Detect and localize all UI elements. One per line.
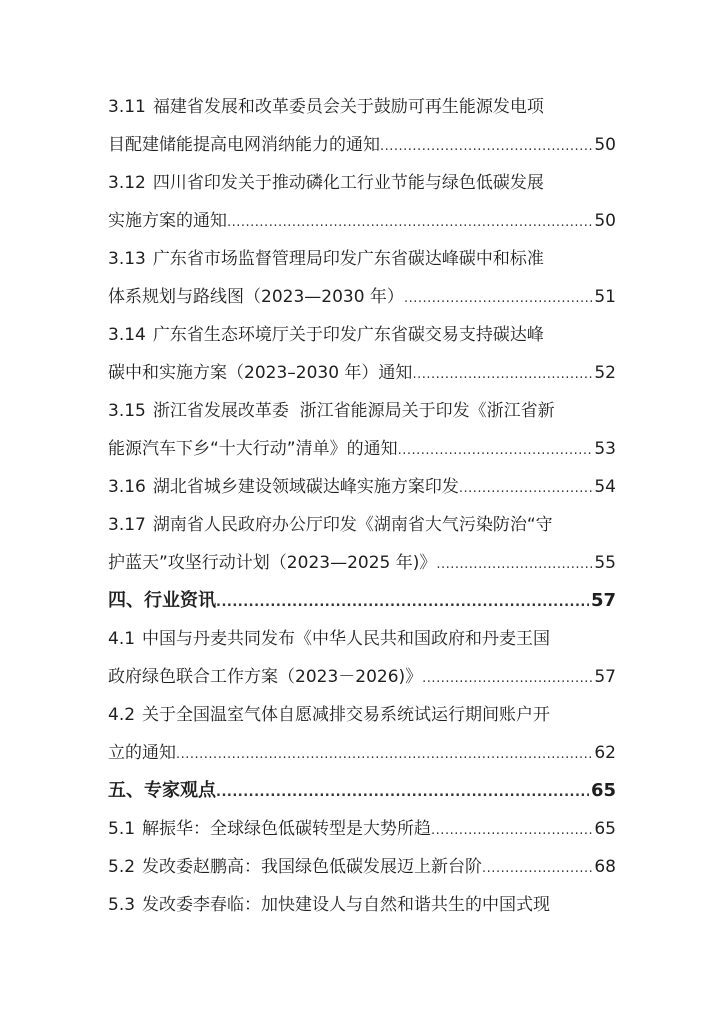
toc-entry-title: 福建省发展和改革委员会关于鼓励可再生能源发电项 xyxy=(152,97,544,117)
toc-entry-3-13-line2[interactable] xyxy=(108,282,616,312)
toc-page-number: 53 xyxy=(594,439,616,459)
toc-entry-title-cont: 能源汽车下乡“十大行动”清单》的通知 xyxy=(108,439,398,459)
toc-page-number: 54 xyxy=(594,477,616,497)
toc-entry-title: 浙江省发展改革委 浙江省能源局关于印发《浙江省新 xyxy=(152,401,555,421)
toc-section-title: 四、行业资讯 xyxy=(108,590,216,611)
toc-entry-title: 中国与丹麦共同发布《中华人民共和国政府和丹麦王国 xyxy=(142,629,551,649)
toc-entry-3-17-line1[interactable] xyxy=(108,510,616,540)
toc-page-number: 55 xyxy=(594,553,616,573)
toc-entry-4-2-line2[interactable] xyxy=(108,738,616,768)
toc-entry-title: 湖北省城乡建设领域碳达峰实施方案印发 xyxy=(152,477,459,497)
toc-page-number: 57 xyxy=(590,590,616,611)
toc-entry-4-1-line1[interactable] xyxy=(108,624,616,654)
toc-entry-number: 4.1 xyxy=(108,629,136,649)
toc-page-number: 50 xyxy=(594,211,616,231)
toc-entry-title-cont: 立的通知 xyxy=(108,743,176,763)
toc-entry-title-cont: 实施方案的通知 xyxy=(108,211,227,231)
toc-entry-3-11-line1[interactable] xyxy=(108,92,616,122)
toc-entry-number: 3.17 xyxy=(108,515,146,535)
toc-entry-number: 3.13 xyxy=(108,249,146,269)
toc-page-number: 57 xyxy=(594,667,616,687)
toc-entry-number: 5.2 xyxy=(108,857,136,877)
toc-page-number: 65 xyxy=(590,780,616,801)
toc-entry-number: 5.3 xyxy=(108,895,136,915)
toc-entry-title: 关于全国温室气体自愿减排交易系统试运行期间账户开 xyxy=(142,705,551,725)
toc-entry-number: 5.1 xyxy=(108,819,136,839)
toc-entry-3-15-line2[interactable] xyxy=(108,434,616,464)
toc-page-number: 65 xyxy=(594,819,616,839)
leader-dots xyxy=(422,664,592,694)
toc-entry-title: 广东省市场监督管理局印发广东省碳达峰碳中和标准 xyxy=(152,249,544,269)
toc-entry-3-14-line2[interactable] xyxy=(108,358,616,388)
toc-entry-title-cont: 体系规划与路线图（2023—2030 年） xyxy=(108,287,404,307)
toc-entry-5-3-line1[interactable] xyxy=(108,890,616,920)
leader-dots xyxy=(216,778,589,808)
toc-entry-title: 广东省生态环境厅关于印发广东省碳交易支持碳达峰 xyxy=(152,325,544,345)
toc-section-title: 五、专家观点 xyxy=(108,780,216,801)
toc-entry-title: 解振华：全球绿色低碳转型是大势所趋 xyxy=(142,819,432,839)
toc-entry-3-12-line1[interactable] xyxy=(108,168,616,198)
toc-entry-5-2[interactable] xyxy=(108,852,616,882)
toc-entry-number: 3.12 xyxy=(108,173,146,193)
toc-page-number: 52 xyxy=(594,363,616,383)
toc-entry-title: 四川省印发关于推动磷化工行业节能与绿色低碳发展 xyxy=(152,173,544,193)
leader-dots xyxy=(398,436,593,466)
toc-entry-5-1[interactable] xyxy=(108,814,616,844)
leader-dots xyxy=(431,816,592,846)
leader-dots xyxy=(436,550,592,580)
toc-entry-title-cont: 碳中和实施方案（2023–2030 年）通知 xyxy=(108,363,413,383)
toc-section-4-heading[interactable] xyxy=(108,586,616,616)
toc-entry-title-cont: 政府绿色联合工作方案（2023－2026)》 xyxy=(108,667,423,687)
toc-page-number: 50 xyxy=(594,135,616,155)
toc-page-number: 62 xyxy=(594,743,616,763)
toc-entry-number: 3.14 xyxy=(108,325,146,345)
toc-entry-number: 3.11 xyxy=(108,97,146,117)
leader-dots xyxy=(459,474,593,504)
leader-dots xyxy=(380,132,592,162)
leader-dots xyxy=(412,360,592,390)
toc-entry-title-cont: 目配建储能提高电网消纳能力的通知 xyxy=(108,135,380,155)
toc-entry-title-cont: 护蓝天”攻坚行动计划（2023—2025 年)》 xyxy=(108,553,437,573)
toc-section-5-heading[interactable] xyxy=(108,776,616,806)
toc-entry-title: 发改委赵鹏高：我国绿色低碳发展迈上新台阶 xyxy=(142,857,483,877)
toc-entry-title: 湖南省人民政府办公厅印发《湖南省大气污染防治“守 xyxy=(152,515,553,535)
toc-entry-3-16[interactable] xyxy=(108,472,616,502)
toc-entry-3-12-line2[interactable] xyxy=(108,206,616,236)
toc-entry-3-14-line1[interactable] xyxy=(108,320,616,350)
toc-entry-3-13-line1[interactable] xyxy=(108,244,616,274)
leader-dots xyxy=(227,208,592,238)
toc-entry-number: 4.2 xyxy=(108,705,136,725)
toc-entry-3-15-line1[interactable] xyxy=(108,396,616,426)
leader-dots xyxy=(216,588,589,618)
toc-entry-4-1-line2[interactable] xyxy=(108,662,616,692)
toc-entry-4-2-line1[interactable] xyxy=(108,700,616,730)
toc-entry-3-11-line2[interactable] xyxy=(108,130,616,160)
toc-entry-number: 3.16 xyxy=(108,477,146,497)
toc-page-number: 51 xyxy=(594,287,616,307)
toc-entry-3-17-line2[interactable] xyxy=(108,548,616,578)
leader-dots xyxy=(482,854,592,884)
leader-dots xyxy=(404,284,592,314)
toc-page-number: 68 xyxy=(594,857,616,877)
toc-entry-title: 发改委李春临：加快建设人与自然和谐共生的中国式现 xyxy=(142,895,551,915)
leader-dots xyxy=(176,740,592,770)
toc-entry-number: 3.15 xyxy=(108,401,146,421)
